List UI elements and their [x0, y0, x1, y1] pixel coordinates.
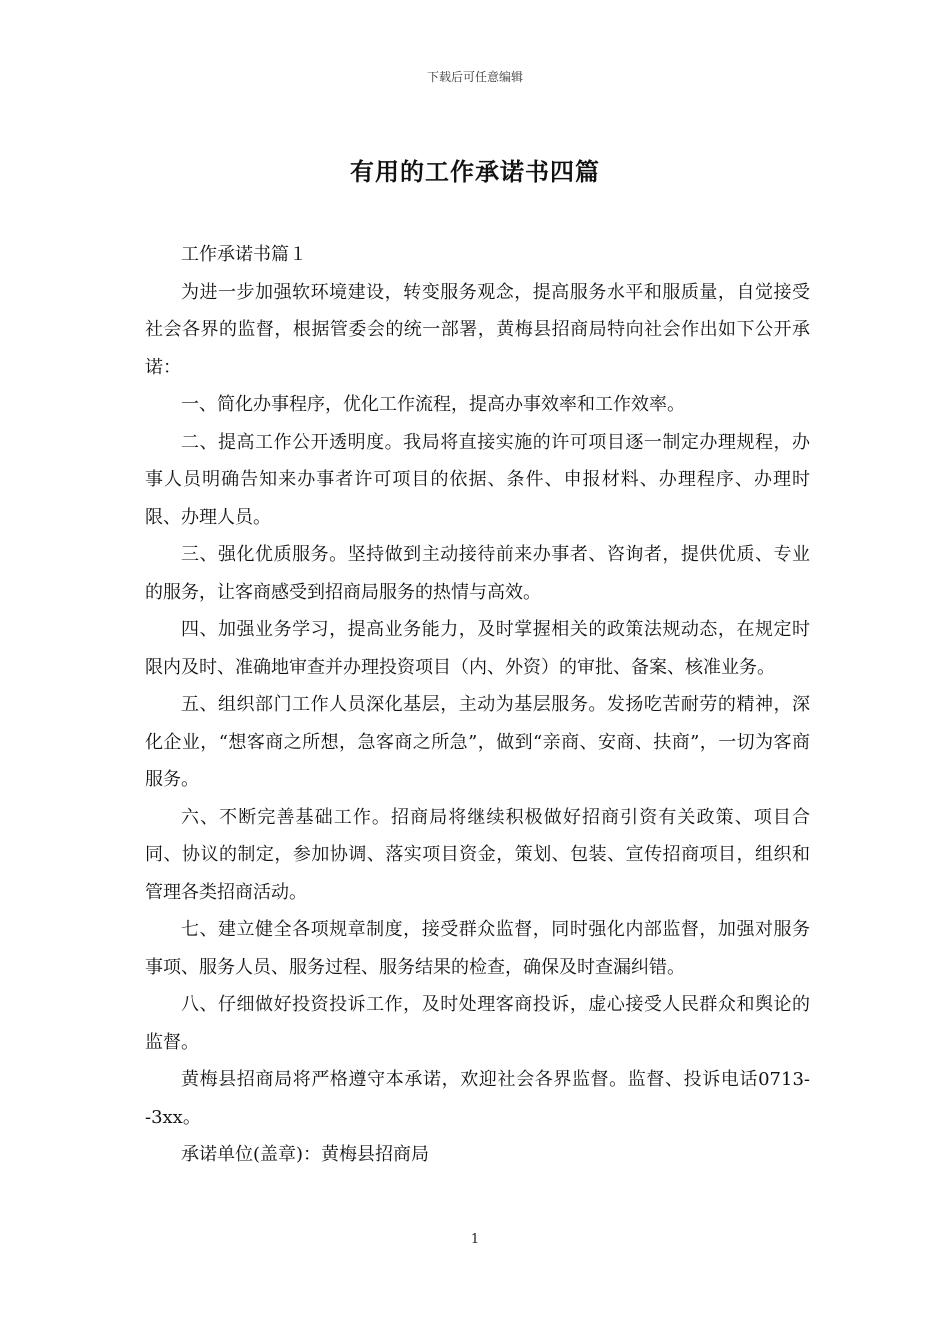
signature-line: 承诺单位(盖章)：黄梅县招商局 — [181, 1144, 430, 1165]
page-number: 1 — [470, 1232, 480, 1247]
document-title: 有用的工作承诺书四篇 — [350, 157, 600, 186]
paragraph-item-4: 四、加强业务学习，提高业务能力，及时掌握相关的政策法规动态，在规定时限内及时、准确地审查并办理投资项目（内、外资）的审批、备案、核准业务。 — [145, 619, 810, 678]
paragraph-item-7: 七、建立健全各项规章制度，接受群众监督，同时强化内部监督，加强对服务事项、服务人员、服务过程、服务结果的检查，确保及时查漏纠错。 — [145, 919, 810, 978]
section-heading: 工作承诺书篇１ — [181, 244, 307, 265]
paragraph-closing: 黄梅县招商局将严格遵守本承诺，欢迎社会各界监督。监督、投诉电话0713--3xx。 — [145, 1069, 810, 1128]
paragraph-item-8: 八、仔细做好投资投诉工作，及时处理客商投诉，虚心接受人民群众和舆论的监督。 — [145, 994, 810, 1053]
paragraph-item-1: 一、简化办事程序，优化工作流程，提高办事效率和工作效率。 — [181, 394, 685, 415]
paragraph-item-2: 二、提高工作公开透明度。我局将直接实施的许可项目逐一制定办理规程，办事人员明确告知来办事者许可项目的依据、条件、申报材料、办理程序、办理时限、办理人员。 — [145, 431, 810, 528]
paragraph-item-5: 五、组织部门工作人员深化基层，主动为基层服务。发扬吃苦耐劳的精神，深化企业，“想客商之所想，急客商之所急”，做到“亲商、安商、扶商”，一切为客商服务。 — [145, 694, 810, 790]
paragraph-item-6: 六、不断完善基础工作。招商局将继续积极做好招商引资有关政策、项目合同、协议的制定，参加协调、落实项目资金，策划、包装、宣传招商项目，组织和管理各类招商活动。 — [145, 806, 810, 903]
paragraph-intro: 为进一步加强软环境建设，转变服务观念，提高服务水平和服质量，自觉接受社会各界的监督，根据管委会的统一部署，黄梅县招商局特向社会作出如下公开承诺： — [145, 281, 810, 378]
paragraph-item-3: 三、强化优质服务。坚持做到主动接待前来办事者、咨询者，提供优质、专业的服务，让客商感受到招商局服务的热情与高效。 — [145, 544, 810, 603]
document-body — [145, 236, 810, 1174]
header-note: 下载后可任意编辑 — [426, 70, 523, 84]
